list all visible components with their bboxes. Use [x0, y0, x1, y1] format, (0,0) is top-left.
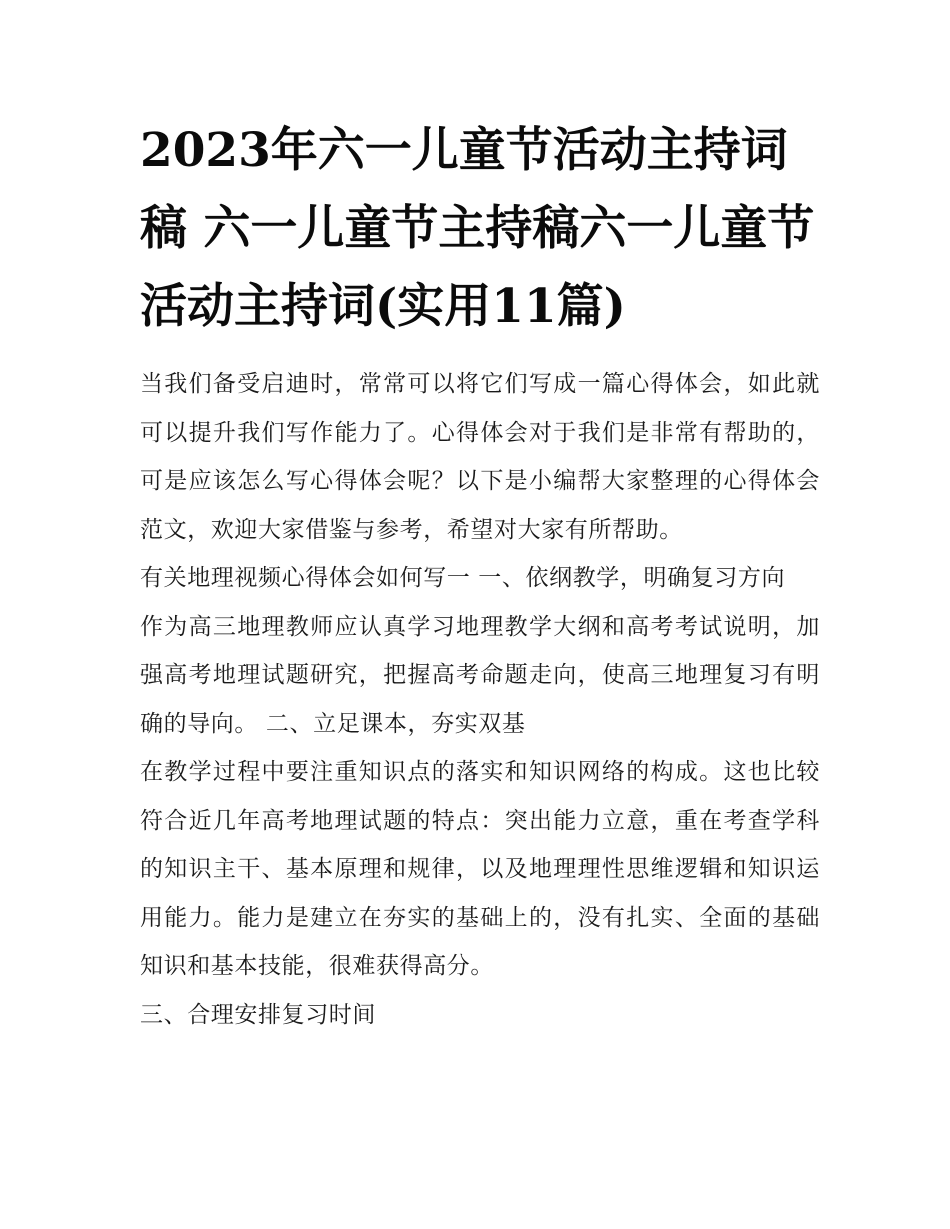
section-1-heading: 有关地理视频心得体会如何写一 一、依纲教学，明确复习方向 — [140, 565, 786, 591]
intro-paragraph: 当我们备受启迪时，常常可以将它们写成一篇心得体会，如此就可以提升我们写作能力了。心得体会对于我们是非常有帮助的，可是应该怎么写心得体会呢？以下是小编帮大家整理的心得体会范文，欢迎大家借鉴与参考，希望对大家有所帮助。 — [140, 371, 820, 543]
document-page — [140, 112, 820, 1039]
section-1-paragraph: 作为高三地理教师应认真学习地理教学大纲和高考考试说明，加强高考地理试题研究，把握高考命题走向，使高三地理复习有明确的导向。 二、立足课本，夯实双基 — [140, 613, 820, 737]
document-title: 2023年六一儿童节活动主持词稿 六一儿童节主持稿六一儿童节活动主持词(实用11篇) — [140, 123, 815, 334]
section-3-heading: 三、合理安排复习时间 — [140, 1001, 376, 1028]
section-2-paragraph: 在教学过程中要注重知识点的落实和知识网络的构成。这也比较符合近几年高考地理试题的特点：突出能力立意，重在考查学科的知识主干、基本原理和规律，以及地理理性思维逻辑和知识运用能力。能力是建立在夯实的基础上的，没有扎实、全面的基础知识和基本技能，很难获得高分。 — [140, 759, 820, 979]
